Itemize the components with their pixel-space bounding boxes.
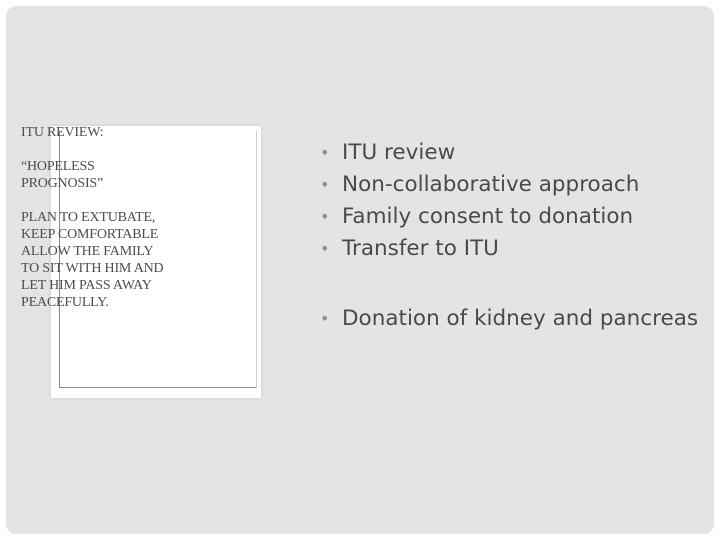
bullet-text: ITU review: [342, 140, 456, 165]
note-line: PEACEFULLY.: [21, 295, 109, 310]
bullet-text: Donation of kidney and pancreas: [342, 306, 699, 331]
bullet-dot-icon: •: [320, 239, 330, 258]
bullet-item: [320, 137, 700, 169]
bullet-text: Transfer to ITU: [342, 236, 499, 261]
bullet-dot-icon: •: [320, 143, 330, 162]
note-gap: [21, 192, 216, 209]
bullet-spacer: [320, 265, 700, 303]
bullet-item: [320, 201, 700, 233]
bullet-item: [320, 233, 700, 265]
note-text: [21, 124, 216, 311]
note-line: ITU REVIEW:: [21, 125, 104, 140]
note-line: LET HIM PASS AWAY: [21, 278, 152, 293]
bullet-text: Family consent to donation: [342, 204, 634, 229]
note-line: PROGNOSIS”: [21, 176, 104, 191]
note-gap: [21, 141, 216, 158]
bullet-dot-icon: •: [320, 207, 330, 226]
bullet-item: [320, 303, 700, 335]
bullet-text: Non-collaborative approach: [342, 172, 640, 197]
note-line: KEEP COMFORTABLE: [21, 227, 159, 242]
bullet-dot-icon: •: [320, 309, 330, 328]
bullet-list: [320, 137, 700, 335]
note-line: “HOPELESS: [21, 159, 95, 174]
note-line: ALLOW THE FAMILY: [21, 244, 154, 259]
bullet-dot-icon: •: [320, 175, 330, 194]
note-line: TO SIT WITH HIM AND: [21, 261, 164, 276]
bullet-item: [320, 169, 700, 201]
note-line: PLAN TO EXTUBATE,: [21, 210, 156, 225]
